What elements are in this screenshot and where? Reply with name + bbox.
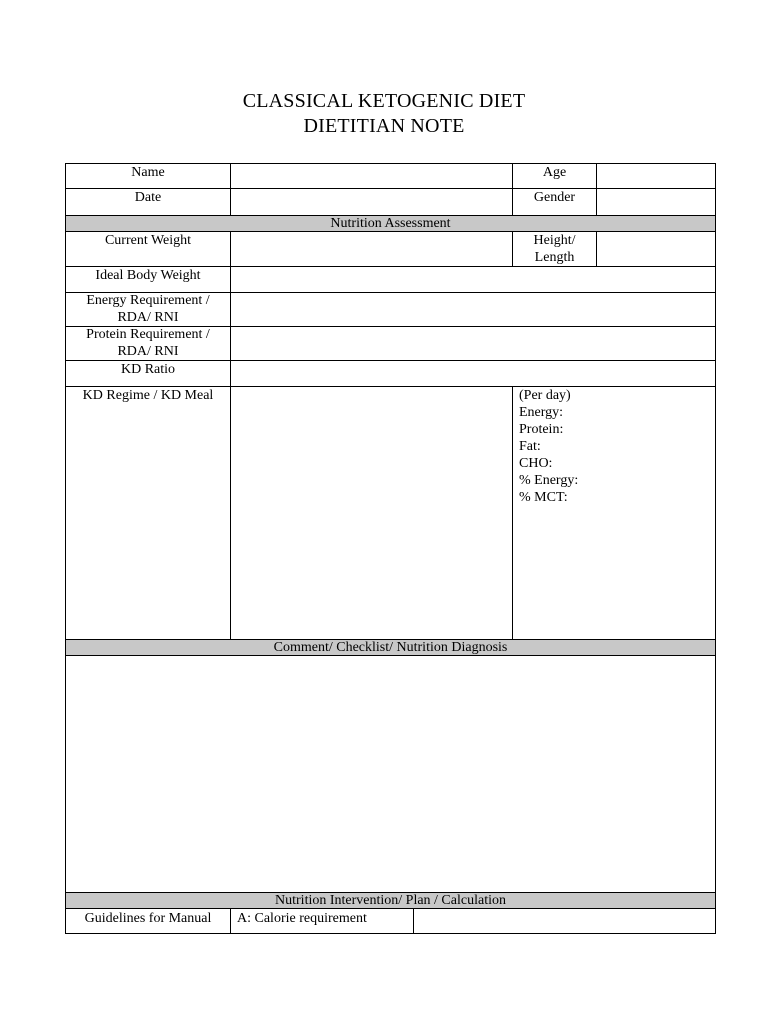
energy-item: Energy: [519, 405, 564, 420]
age-label: Age [542, 165, 567, 180]
percent-mct-item: % MCT: [519, 490, 568, 505]
kd-regime-field[interactable] [231, 387, 512, 639]
column-divider [512, 386, 513, 640]
comment-header: Comment/ Checklist/ Nutrition Diagnosis [273, 640, 508, 655]
gender-field[interactable] [597, 189, 715, 215]
height-label-line2: Length [534, 250, 575, 265]
height-field[interactable] [597, 232, 715, 266]
guidelines-label: Guidelines for Manual [84, 911, 212, 926]
current-weight-label: Current Weight [104, 233, 192, 248]
height-label-line1: Height/ [533, 233, 576, 248]
document-subtitle: DIETITIAN NOTE [303, 115, 465, 137]
energy-requirement-label [66, 292, 230, 326]
calorie-requirement-field[interactable] [414, 909, 715, 933]
kd-ratio-field[interactable] [231, 361, 715, 386]
date-field[interactable] [231, 189, 512, 215]
name-label: Name [131, 165, 165, 180]
calorie-requirement-label: A: Calorie requirement [237, 911, 367, 926]
energy-requirement-line2: RDA/ RNI [117, 310, 179, 325]
kd-regime-label: KD Regime / KD Meal [82, 388, 214, 403]
cho-item: CHO: [519, 456, 553, 471]
ideal-body-weight-label: Ideal Body Weight [95, 268, 201, 283]
kd-ratio-label: KD Ratio [120, 362, 176, 377]
table-rule [65, 933, 715, 934]
age-field[interactable] [597, 164, 715, 188]
energy-requirement-field[interactable] [231, 293, 715, 326]
column-divider [230, 908, 231, 934]
comment-field[interactable] [66, 656, 715, 892]
fat-item: Fat: [519, 439, 541, 454]
protein-item: Protein: [519, 422, 564, 437]
per-day-list [519, 387, 709, 506]
document-title: CLASSICAL KETOGENIC DIET [242, 90, 526, 112]
protein-requirement-line1: Protein Requirement / [86, 327, 210, 342]
height-label [513, 232, 596, 266]
table-border-right [715, 163, 716, 934]
protein-requirement-label [66, 326, 230, 360]
current-weight-field[interactable] [231, 232, 512, 266]
date-label: Date [134, 190, 162, 205]
name-field[interactable] [231, 164, 512, 188]
nutrition-assessment-header: Nutrition Assessment [330, 216, 451, 231]
intervention-header: Nutrition Intervention/ Plan / Calculation [275, 893, 506, 908]
protein-requirement-line2: RDA/ RNI [117, 344, 179, 359]
energy-requirement-line1: Energy Requirement / [86, 293, 210, 308]
ideal-body-weight-field[interactable] [231, 267, 715, 292]
per-day-heading: (Per day) [519, 388, 571, 403]
gender-label: Gender [533, 190, 576, 205]
percent-energy-item: % Energy: [519, 473, 579, 488]
protein-requirement-field[interactable] [231, 327, 715, 360]
